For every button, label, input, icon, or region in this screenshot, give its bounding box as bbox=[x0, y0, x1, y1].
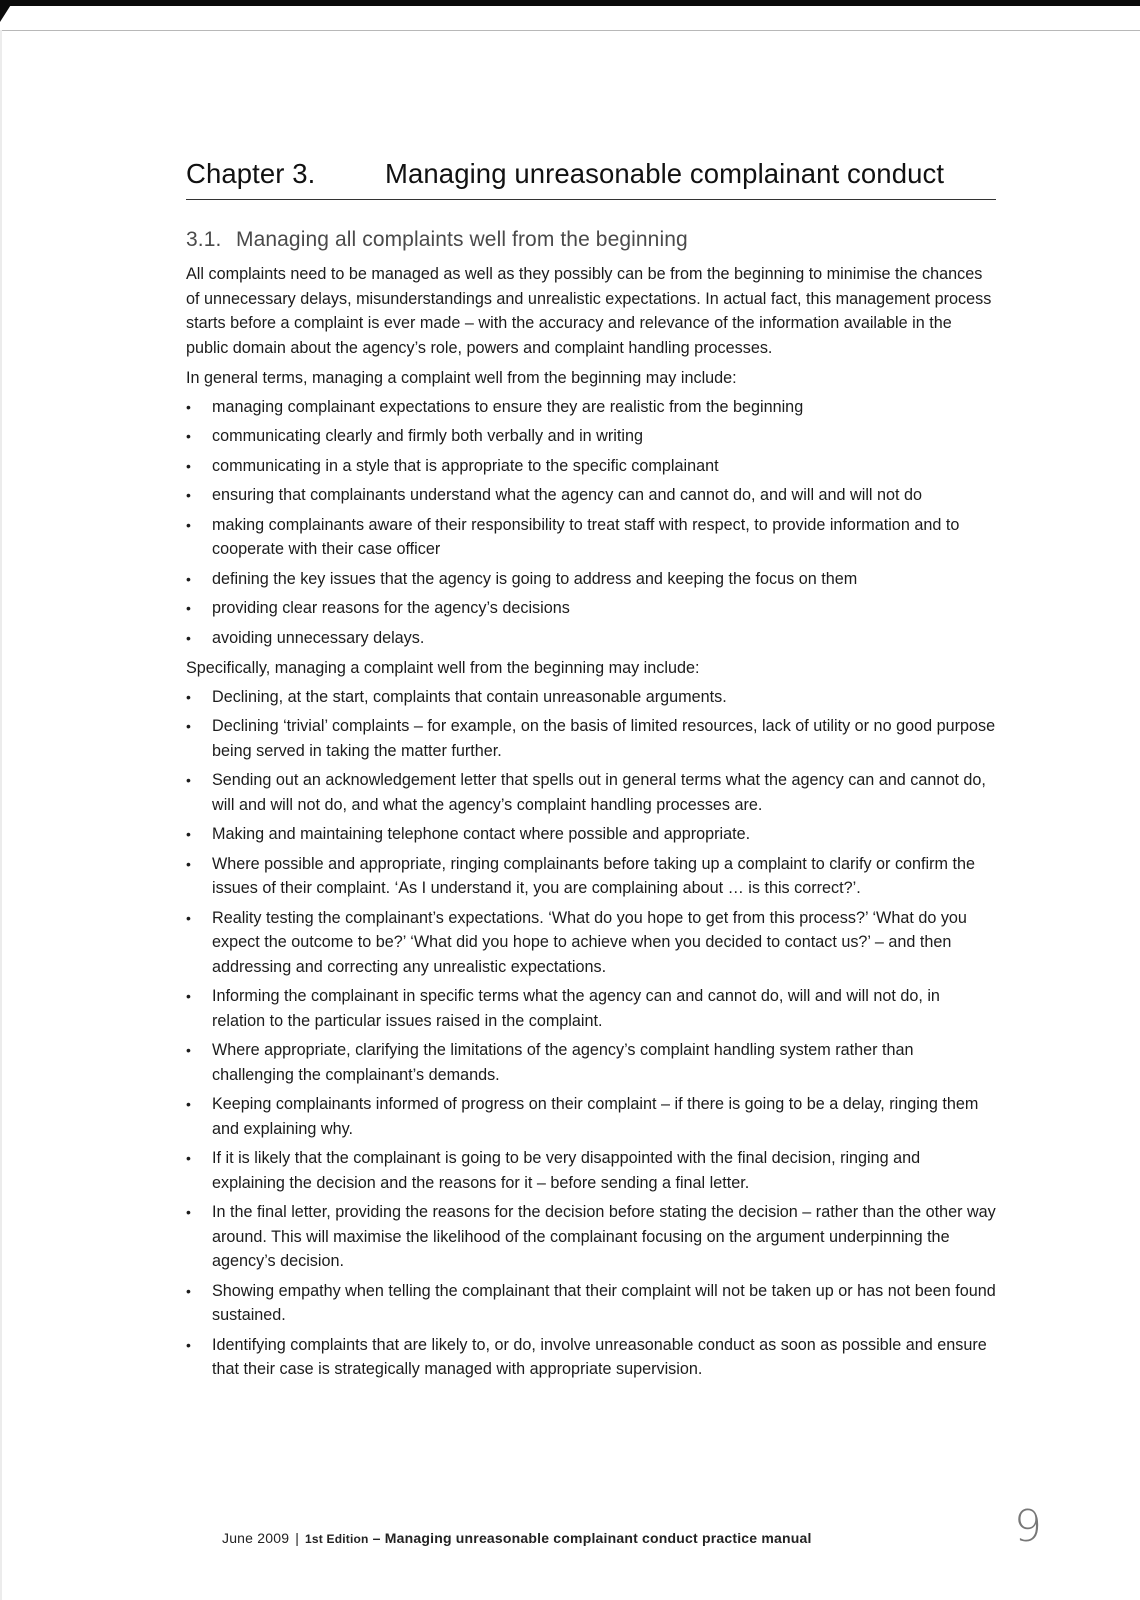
list-item: • avoiding unnecessary delays. bbox=[186, 626, 996, 651]
list-item: • defining the key issues that the agency is going to address and keeping the focus on them bbox=[186, 567, 996, 592]
list-item: • providing clear reasons for the agency’s decisions bbox=[186, 596, 996, 621]
list-item: • Making and maintaining telephone contact where possible and appropriate. bbox=[186, 822, 996, 847]
section-title: Managing all complaints well from the beginning bbox=[236, 228, 688, 251]
bullet-icon: • bbox=[186, 457, 191, 474]
footer-dash: – bbox=[368, 1530, 385, 1546]
bullet-icon: • bbox=[186, 909, 191, 926]
list-item: • Where appropriate, clarifying the limitations of the agency’s complaint handling system rather than challenging the complainant’s demands. bbox=[186, 1038, 996, 1087]
general-lead: In general terms, managing a complaint well from the beginning may include: bbox=[186, 369, 737, 387]
footer-edition: 1st Edition bbox=[305, 1532, 369, 1546]
chapter-number: Chapter 3. bbox=[186, 158, 316, 189]
list-item: • managing complainant expectations to ensure they are realistic from the beginning bbox=[186, 395, 996, 420]
bullet-icon: • bbox=[186, 428, 191, 444]
document-page bbox=[186, 158, 996, 1387]
bullet-icon: • bbox=[186, 600, 191, 616]
list-item: • Informing the complainant in specific terms what the agency can and cannot do, will and will not do, in relation to the particular issues raised in the complaint. bbox=[186, 984, 996, 1033]
scan-border-top bbox=[0, 0, 1140, 6]
list-item: • Showing empathy when telling the complainant that their complaint will not be taken up or has not been found sustained. bbox=[186, 1279, 996, 1328]
bullet-icon: • bbox=[186, 1336, 191, 1353]
footer-date: June 2009 bbox=[222, 1530, 290, 1546]
scan-left-edge bbox=[0, 30, 2, 1600]
bullet-icon: • bbox=[186, 1204, 191, 1220]
list-item: • In the final letter, providing the reasons for the decision before stating the decision – rather than the other way around. This will maximise the likelihood of the complainant focusing on the argument underpinning the agency’s decision. bbox=[186, 1200, 996, 1274]
list-item: • If it is likely that the complainant is going to be very disappointed with the final decision, ringing and explaining the decision and the reasons for it – before sending a final letter. bbox=[186, 1146, 996, 1195]
bullet-icon: • bbox=[186, 570, 191, 587]
page-footer bbox=[222, 1501, 1042, 1552]
list-item: • Sending out an acknowledgement letter that spells out in general terms what the agency can and cannot do, will and will not do, and what the agency’s complaint handling processes are. bbox=[186, 768, 996, 817]
section-heading bbox=[186, 228, 996, 252]
bullet-icon: • bbox=[186, 826, 191, 842]
bullet-icon: • bbox=[186, 718, 191, 734]
specific-list bbox=[186, 685, 996, 1382]
general-list bbox=[186, 395, 996, 651]
bullet-icon: • bbox=[186, 1042, 191, 1058]
specific-lead: Specifically, managing a complaint well from the beginning may include: bbox=[186, 659, 700, 677]
bullet-icon: • bbox=[186, 487, 191, 503]
bullet-icon: • bbox=[186, 1150, 191, 1166]
list-item: • Declining, at the start, complaints that contain unreasonable arguments. bbox=[186, 685, 996, 710]
bullet-icon: • bbox=[186, 1096, 191, 1112]
list-item: • Where possible and appropriate, ringing complainants before taking up a complaint to clarify or confirm the issues of their complaint. ‘As I understand it, you are complaining about … is this correct?’. bbox=[186, 852, 996, 901]
chapter-title: Managing unreasonable complainant conduct bbox=[385, 158, 945, 189]
footer-title: Managing unreasonable complainant conduct practice manual bbox=[384, 1530, 812, 1546]
page-number: 9 bbox=[1014, 1501, 1042, 1552]
list-item: • Declining ‘trivial’ complaints – for example, on the basis of limited resources, lack of utility or no good purpose being served in taking the matter further. bbox=[186, 714, 996, 763]
bullet-icon: • bbox=[186, 516, 191, 533]
intro-paragraph: All complaints need to be managed as well as they possibly can be from the beginning to minimise the chances of unnecessary delays, misunderstandings and unrealistic expectations. In actual fact, this management process starts before a complaint is ever made – with the accuracy and relevance of the information available in the public domain about the agency’s role, powers and complaint handling processes. bbox=[186, 265, 992, 357]
list-item: • making complainants aware of their responsibility to treat staff with respect, to provide information and to cooperate with their case officer bbox=[186, 513, 996, 562]
footer-separator: | bbox=[295, 1530, 300, 1546]
section-number: 3.1. bbox=[186, 228, 222, 251]
bullet-icon: • bbox=[186, 629, 191, 646]
bullet-icon: • bbox=[186, 855, 191, 872]
footer-text bbox=[222, 1530, 812, 1550]
bullet-icon: • bbox=[186, 988, 191, 1004]
chapter-header bbox=[186, 158, 996, 200]
scan-corner-shadow bbox=[0, 0, 14, 22]
bullet-icon: • bbox=[186, 1282, 191, 1299]
bullet-icon: • bbox=[186, 772, 191, 788]
list-item: • communicating in a style that is appropriate to the specific complainant bbox=[186, 454, 996, 479]
list-item: • ensuring that complainants understand what the agency can and cannot do, and will and will not do bbox=[186, 483, 996, 508]
list-item: • communicating clearly and firmly both verbally and in writing bbox=[186, 424, 996, 449]
scan-page-edge bbox=[0, 30, 1140, 31]
bullet-icon: • bbox=[186, 398, 191, 415]
list-item: • Keeping complainants informed of progress on their complaint – if there is going to be a delay, ringing them and explaining why. bbox=[186, 1092, 996, 1141]
bullet-icon: • bbox=[186, 688, 191, 705]
list-item: • Reality testing the complainant’s expectations. ‘What do you hope to get from this process?’ ‘What do you expect the outcome to be?’ ‘What did you hope to achieve when you decided to contact us?’ – and then addressing and correcting any unrealistic expectations. bbox=[186, 906, 996, 980]
list-item: • Identifying complaints that are likely to, or do, involve unreasonable conduct as soon as possible and ensure that their case is strategically managed with appropriate supervision. bbox=[186, 1333, 996, 1382]
